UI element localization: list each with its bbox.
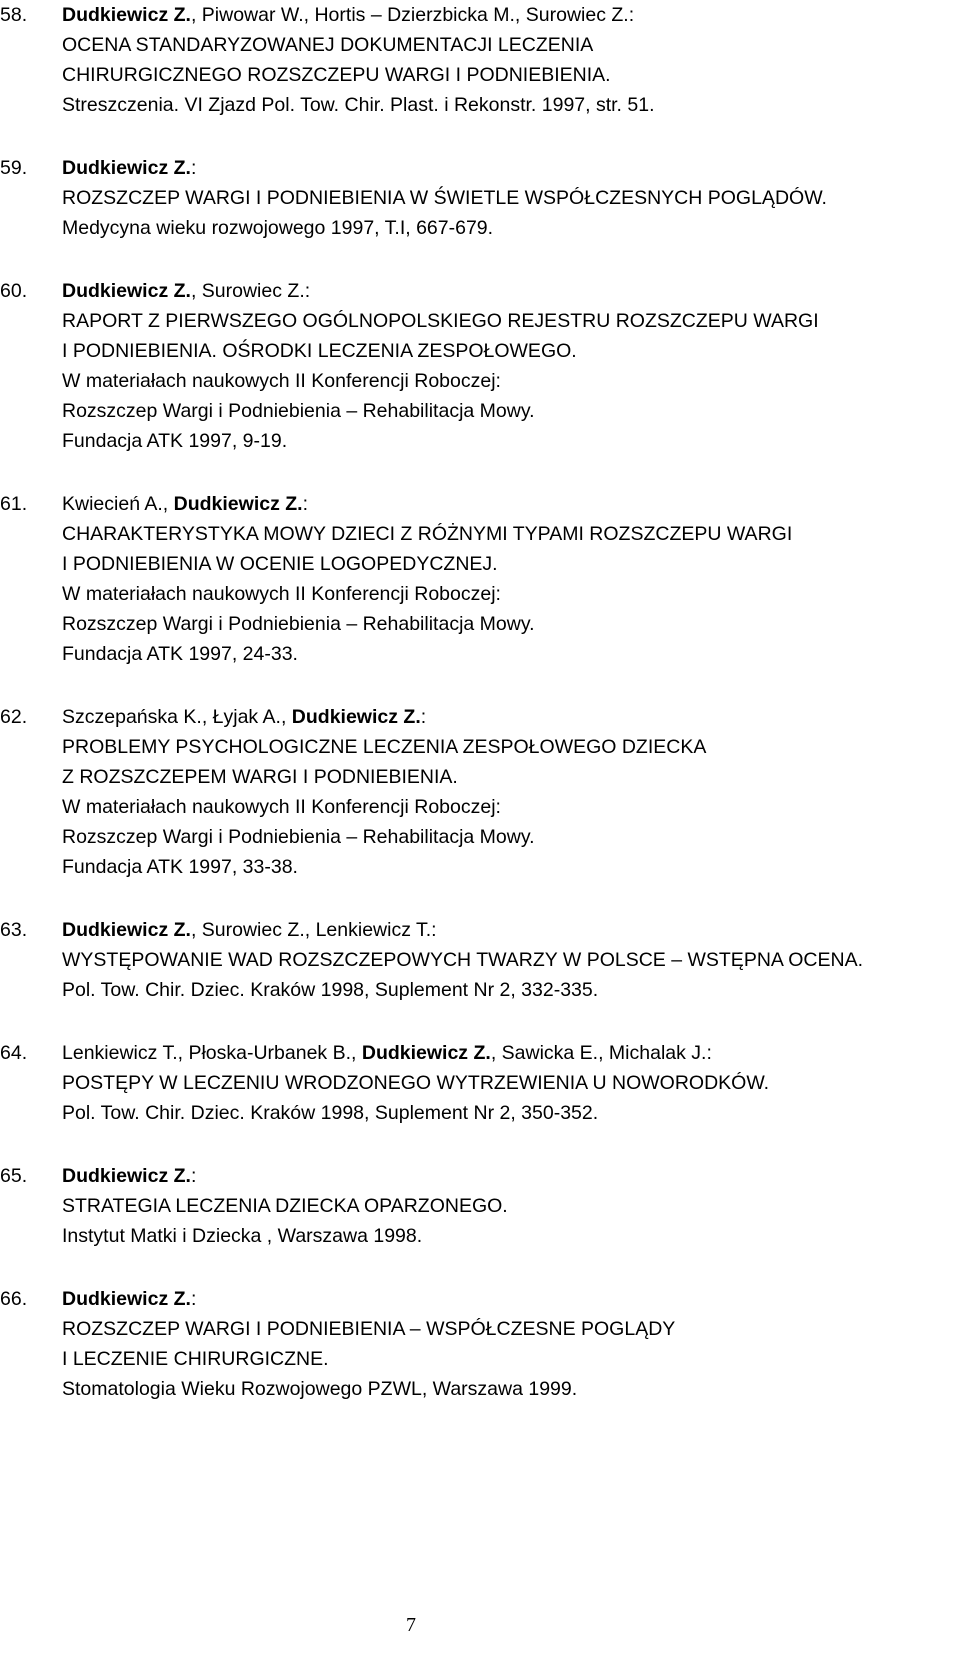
- reference-line: W materiałach naukowych II Konferencji Roboczej:: [62, 796, 501, 818]
- reference-body: [62, 1038, 957, 1128]
- reference-line: Pol. Tow. Chir. Dziec. Kraków 1998, Suplement Nr 2, 350-352.: [62, 1102, 599, 1124]
- reference-line: I PODNIEBIENIA W OCENIE LOGOPEDYCZNEJ.: [62, 553, 498, 575]
- reference-line: POSTĘPY W LECZENIU WRODZONEGO WYTRZEWIENIA U NOWORODKÓW.: [62, 1072, 770, 1094]
- reference-line: Stomatologia Wieku Rozwojowego PZWL, Warszawa 1999.: [62, 1378, 578, 1400]
- highlighted-author: Dudkiewicz Z.: [173, 493, 303, 515]
- reference-body: [62, 153, 957, 243]
- highlighted-author: Dudkiewicz Z.: [62, 157, 191, 179]
- reference-body: [62, 1284, 957, 1404]
- reference-line: WYSTĘPOWANIE WAD ROZSZCZEPOWYCH TWARZY W POLSCE – WSTĘPNA OCENA.: [62, 949, 864, 971]
- reference-authors: [62, 276, 957, 306]
- reference-authors: [62, 1038, 957, 1068]
- highlighted-author: Dudkiewicz Z.: [62, 919, 191, 941]
- reference-line: CHIRURGICZNEGO ROZSZCZEPU WARGI I PODNIEBIENIA.: [62, 64, 611, 86]
- reference-line: Rozszczep Wargi i Podniebienia – Rehabilitacja Mowy.: [62, 613, 535, 635]
- reference-line: Streszczenia. VI Zjazd Pol. Tow. Chir. Plast. i Rekonstr. 1997, str. 51.: [62, 94, 655, 116]
- reference-line: Medycyna wieku rozwojowego 1997, T.I, 667-679.: [62, 217, 494, 239]
- reference-number: 65.: [0, 1165, 28, 1187]
- reference-line: ROZSZCZEP WARGI I PODNIEBIENIA – WSPÓŁCZESNE POGLĄDY: [62, 1318, 676, 1340]
- reference-body: [62, 489, 957, 669]
- reference-authors: [62, 1161, 957, 1191]
- highlighted-author: Dudkiewicz Z.: [62, 280, 191, 302]
- reference-body: [62, 915, 957, 1005]
- author-text: Lenkiewicz T., Płoska-Urbanek B.,: [62, 1042, 362, 1064]
- author-text: :: [420, 706, 427, 728]
- reference-line: W materiałach naukowych II Konferencji Roboczej:: [62, 583, 501, 605]
- reference-body: [62, 1161, 957, 1251]
- reference-authors: [62, 915, 957, 945]
- author-text: Szczepańska K., Łyjak A.,: [62, 706, 292, 728]
- reference-line: Pol. Tow. Chir. Dziec. Kraków 1998, Suplement Nr 2, 332-335.: [62, 979, 599, 1001]
- highlighted-author: Dudkiewicz Z.: [62, 1288, 191, 1310]
- reference-line: Instytut Matki i Dziecka , Warszawa 1998.: [62, 1225, 423, 1247]
- reference-line: W materiałach naukowych II Konferencji Roboczej:: [62, 370, 501, 392]
- author-text: :: [190, 1165, 197, 1187]
- reference-line: Fundacja ATK 1997, 33-38.: [62, 856, 298, 878]
- reference-authors: [62, 0, 957, 30]
- reference-line: I LECZENIE CHIRURGICZNE.: [62, 1348, 329, 1370]
- reference-number: 60.: [0, 280, 28, 302]
- author-text: , Surowiec Z., Lenkiewicz T.:: [190, 919, 437, 941]
- reference-line: CHARAKTERYSTYKA MOWY DZIECI Z RÓŻNYMI TYPAMI ROZSZCZEPU WARGI: [62, 523, 793, 545]
- reference-number: 59.: [0, 157, 28, 179]
- reference-body: [62, 0, 957, 120]
- reference-line: ROZSZCZEP WARGI I PODNIEBIENIA W ŚWIETLE WSPÓŁCZESNYCH POGLĄDÓW.: [62, 187, 827, 209]
- highlighted-author: Dudkiewicz Z.: [62, 4, 191, 26]
- reference-number: 61.: [0, 493, 28, 515]
- author-text: , Sawicka E., Michalak J.:: [490, 1042, 712, 1064]
- reference-body: [62, 276, 957, 456]
- reference-number: 58.: [0, 4, 28, 26]
- reference-line: Rozszczep Wargi i Podniebienia – Rehabilitacja Mowy.: [62, 826, 535, 848]
- reference-line: PROBLEMY PSYCHOLOGICZNE LECZENIA ZESPOŁOWEGO DZIECKA: [62, 736, 707, 758]
- reference-number: 62.: [0, 706, 28, 728]
- reference-line: Rozszczep Wargi i Podniebienia – Rehabilitacja Mowy.: [62, 400, 535, 422]
- author-text: :: [190, 1288, 197, 1310]
- reference-number: 63.: [0, 919, 28, 941]
- author-text: Kwiecień A.,: [62, 493, 174, 515]
- reference-line: I PODNIEBIENIA. OŚRODKI LECZENIA ZESPOŁOWEGO.: [62, 340, 577, 362]
- reference-authors: [62, 153, 957, 183]
- reference-number: 66.: [0, 1288, 28, 1310]
- reference-authors: [62, 489, 957, 519]
- highlighted-author: Dudkiewicz Z.: [361, 1042, 491, 1064]
- reference-number: 64.: [0, 1042, 28, 1064]
- reference-body: [62, 702, 957, 882]
- reference-line: RAPORT Z PIERWSZEGO OGÓLNOPOLSKIEGO REJESTRU ROZSZCZEPU WARGI: [62, 310, 819, 332]
- highlighted-author: Dudkiewicz Z.: [62, 1165, 191, 1187]
- reference-line: OCENA STANDARYZOWANEJ DOKUMENTACJI LECZENIA: [62, 34, 594, 56]
- reference-authors: [62, 1284, 957, 1314]
- highlighted-author: Dudkiewicz Z.: [291, 706, 421, 728]
- reference-authors: [62, 702, 957, 732]
- reference-line: Z ROZSZCZEPEM WARGI I PODNIEBIENIA.: [62, 766, 458, 788]
- author-text: :: [190, 157, 197, 179]
- reference-line: Fundacja ATK 1997, 9-19.: [62, 430, 288, 452]
- reference-line: Fundacja ATK 1997, 24-33.: [62, 643, 298, 665]
- author-text: , Piwowar W., Hortis – Dzierzbicka M., Surowiec Z.:: [190, 4, 635, 26]
- author-text: , Surowiec Z.:: [190, 280, 311, 302]
- author-text: :: [302, 493, 309, 515]
- page-number: 7: [406, 1614, 416, 1636]
- reference-line: STRATEGIA LECZENIA DZIECKA OPARZONEGO.: [62, 1195, 508, 1217]
